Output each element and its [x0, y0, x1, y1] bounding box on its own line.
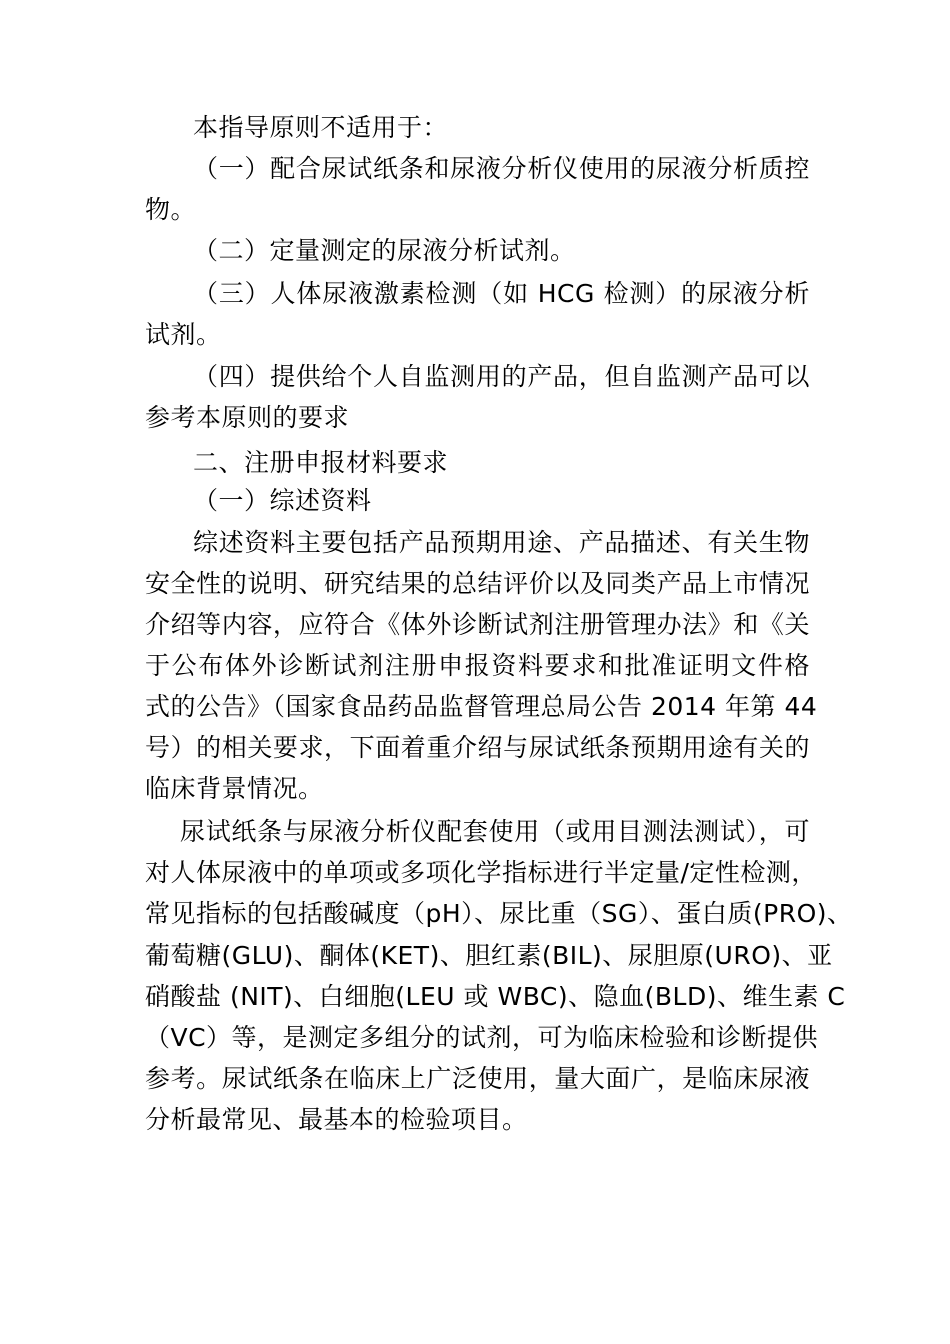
paragraph-line-strip-3: 常见指标的包括酸碱度（pH）、尿比重（SG）、蛋白质(PRO)、	[145, 899, 853, 928]
paragraph-line-summary-6: 号）的相关要求，下面着重介绍与尿试纸条预期用途有关的	[145, 733, 810, 762]
paragraph-line-strip-8: 分析最常见、最基本的检验项目。	[145, 1105, 528, 1134]
paragraph-line-summary-1: 综述资料主要包括产品预期用途、产品描述、有关生物	[193, 528, 810, 557]
paragraph-line-summary-5: 式的公告》（国家食品药品监督管理总局公告 2014 年第 44	[145, 692, 818, 721]
paragraph-line-item3: （三）人体尿液激素检测（如 HCG 检测）的尿液分析	[193, 279, 810, 308]
paragraph-line-summary-4: 于公布体外诊断试剂注册申报资料要求和批准证明文件格	[145, 651, 810, 680]
paragraph-line-item4: （四）提供给个人自监测用的产品，但自监测产品可以	[193, 362, 810, 391]
paragraph-line-strip-2: 对人体尿液中的单项或多项化学指标进行半定量/定性检测，	[145, 858, 817, 887]
paragraph-line-intro: 本指导原则不适用于：	[193, 113, 449, 142]
paragraph-line-strip-1: 尿试纸条与尿液分析仪配套使用（或用目测法测试），可	[180, 817, 810, 846]
paragraph-line-item1: （一）配合尿试纸条和尿液分析仪使用的尿液分析质控	[193, 154, 810, 183]
paragraph-line-item3-cont: 试剂。	[145, 320, 222, 349]
paragraph-line-item2: （二）定量测定的尿液分析试剂。	[193, 236, 576, 265]
paragraph-line-item4-cont: 参考本原则的要求	[145, 403, 350, 432]
paragraph-line-strip-5: 硝酸盐 (NIT)、白细胞(LEU 或 WBC)、隐血(BLD)、维生素 C	[145, 982, 846, 1011]
paragraph-line-strip-6: （VC）等，是测定多组分的试剂，可为临床检验和诊断提供	[145, 1023, 819, 1052]
paragraph-line-strip-4: 葡萄糖(GLU)、酮体(KET)、胆红素(BIL)、尿胆原(URO)、亚	[145, 941, 833, 970]
section-heading: 二、注册申报材料要求	[193, 448, 449, 477]
paragraph-line-item1-cont: 物。	[145, 195, 197, 224]
subsection-heading: （一）综述资料	[193, 486, 372, 515]
paragraph-line-summary-2: 安全性的说明、研究结果的总结评价以及同类产品上市情况	[145, 569, 810, 598]
paragraph-line-summary-7: 临床背景情况。	[145, 774, 324, 803]
paragraph-line-strip-7: 参考。尿试纸条在临床上广泛使用，量大面广，是临床尿液	[145, 1064, 810, 1093]
paragraph-line-summary-3: 介绍等内容，应符合《体外诊断试剂注册管理办法》和《关	[145, 610, 810, 639]
